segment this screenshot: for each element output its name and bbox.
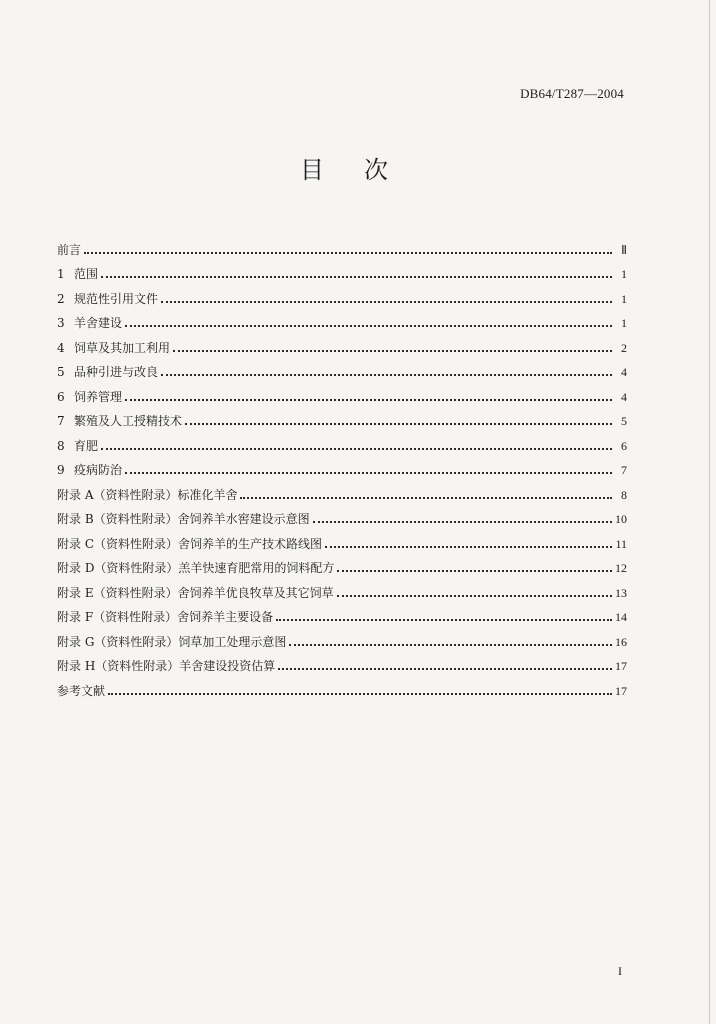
table-of-contents bbox=[57, 232, 627, 698]
toc-entry-number: 7 bbox=[57, 414, 65, 428]
toc-entry-page: 13 bbox=[615, 585, 627, 600]
toc-entry-text: 规范性引用文件 bbox=[74, 291, 159, 306]
toc-title-char-1: 目 bbox=[300, 156, 324, 184]
toc-entry bbox=[57, 232, 627, 257]
toc-entry-text: 附录 C（资料性附录）舍饲养羊的生产技术路线图 bbox=[57, 536, 322, 551]
toc-entry bbox=[57, 330, 627, 355]
toc-entry-text: 疫病防治 bbox=[74, 463, 123, 477]
toc-entry-label bbox=[57, 512, 310, 526]
toc-entry-page: 16 bbox=[615, 634, 627, 649]
page-number: I bbox=[618, 964, 622, 978]
toc-leader-dots bbox=[101, 275, 612, 278]
toc-entry-text: 附录 D（资料性附录）羔羊快速育肥常用的饲料配方 bbox=[57, 561, 335, 575]
toc-leader-dots bbox=[289, 643, 612, 646]
toc-entry bbox=[57, 502, 627, 527]
toc-entry-number: 3 bbox=[57, 316, 65, 330]
toc-entry-page: 17 bbox=[615, 659, 627, 673]
toc-entry-label bbox=[57, 561, 334, 575]
toc-leader-dots bbox=[161, 373, 612, 376]
toc-entry-label bbox=[57, 610, 273, 624]
toc-entry-label bbox=[57, 684, 105, 698]
toc-leader-dots bbox=[313, 520, 612, 523]
toc-entry-label bbox=[57, 341, 170, 355]
toc-entry-page: 1 bbox=[621, 267, 627, 281]
toc-entry-page: 7 bbox=[621, 463, 627, 477]
toc-entry-label bbox=[57, 488, 237, 502]
toc-entry bbox=[57, 404, 627, 429]
toc-entry bbox=[57, 600, 627, 625]
toc-entry-label bbox=[57, 659, 275, 673]
toc-entry-text: 附录 A（资料性附录）标准化羊舍 bbox=[57, 487, 238, 502]
toc-entry-label bbox=[57, 267, 98, 281]
toc-entry-label bbox=[57, 635, 286, 649]
toc-entry-label bbox=[57, 537, 322, 551]
page-edge-line bbox=[709, 0, 710, 1024]
toc-entry-text: 范围 bbox=[74, 267, 99, 281]
toc-entry-page: 11 bbox=[615, 536, 627, 551]
toc-entry-page: 4 bbox=[621, 365, 627, 379]
toc-entry-label bbox=[57, 586, 334, 600]
toc-entry-page: 1 bbox=[621, 316, 627, 330]
toc-entry bbox=[57, 673, 627, 698]
toc-entry-label bbox=[57, 463, 122, 477]
toc-entry-page: 1 bbox=[621, 291, 627, 306]
toc-entry bbox=[57, 281, 627, 306]
toc-entry bbox=[57, 453, 627, 478]
toc-entry bbox=[57, 428, 627, 453]
toc-entry bbox=[57, 355, 627, 380]
toc-entry-text: 饲草及其加工利用 bbox=[74, 340, 171, 355]
toc-entry bbox=[57, 526, 627, 551]
toc-leader-dots bbox=[337, 569, 612, 572]
toc-entry-page: 10 bbox=[615, 512, 627, 526]
toc-entry-number: 8 bbox=[57, 438, 65, 453]
toc-entry-text: 参考文献 bbox=[57, 683, 106, 698]
toc-entry-label bbox=[57, 243, 81, 257]
toc-entry-label bbox=[57, 390, 122, 404]
toc-entry-text: 繁殖及人工授精技术 bbox=[74, 414, 183, 428]
toc-entry-number: 5 bbox=[57, 365, 65, 379]
toc-entry-number: 9 bbox=[57, 463, 65, 477]
toc-entry-page: 8 bbox=[621, 487, 627, 502]
toc-entry-label bbox=[57, 439, 98, 453]
toc-entry-text: 品种引进与改良 bbox=[74, 365, 159, 379]
toc-leader-dots bbox=[161, 300, 612, 303]
toc-leader-dots bbox=[173, 349, 612, 352]
toc-title-char-2: 次 bbox=[364, 156, 388, 184]
toc-entry-text: 前言 bbox=[57, 242, 82, 257]
toc-title bbox=[300, 150, 388, 185]
toc-entry-text: 育肥 bbox=[74, 438, 99, 453]
toc-entry-label bbox=[57, 292, 158, 306]
toc-leader-dots bbox=[125, 471, 612, 474]
toc-entry-number: 6 bbox=[57, 389, 65, 404]
toc-entry bbox=[57, 575, 627, 600]
toc-entry-label bbox=[57, 365, 158, 379]
toc-entry-text: 羊舍建设 bbox=[74, 316, 123, 330]
toc-entry bbox=[57, 649, 627, 674]
toc-entry-text: 附录 E（资料性附录）舍饲养羊优良牧草及其它饲草 bbox=[57, 585, 334, 600]
toc-leader-dots bbox=[240, 496, 612, 499]
toc-entry-number: 1 bbox=[57, 267, 65, 281]
toc-entry-page: 5 bbox=[621, 414, 627, 428]
toc-entry-text: 附录 B（资料性附录）舍饲养羊水窖建设示意图 bbox=[57, 512, 310, 526]
toc-entry-page: 2 bbox=[621, 340, 627, 355]
toc-entry bbox=[57, 306, 627, 331]
toc-leader-dots bbox=[278, 667, 612, 670]
toc-entry-number: 4 bbox=[57, 340, 65, 355]
toc-entry-page: 4 bbox=[621, 389, 627, 404]
toc-entry-number: 2 bbox=[57, 291, 65, 306]
toc-leader-dots bbox=[84, 251, 612, 254]
toc-entry bbox=[57, 379, 627, 404]
toc-leader-dots bbox=[125, 324, 612, 327]
toc-entry-page: 17 bbox=[615, 683, 627, 698]
toc-entry-text: 饲养管理 bbox=[74, 389, 123, 404]
toc-entry-page: Ⅱ bbox=[621, 242, 627, 257]
toc-leader-dots bbox=[276, 618, 612, 621]
toc-entry-page: 12 bbox=[615, 561, 627, 575]
toc-entry-text: 附录 H（资料性附录）羊舍建设投资估算 bbox=[57, 659, 276, 673]
toc-entry bbox=[57, 624, 627, 649]
toc-entry bbox=[57, 551, 627, 576]
toc-leader-dots bbox=[325, 545, 612, 548]
toc-leader-dots bbox=[101, 447, 612, 450]
toc-leader-dots bbox=[337, 594, 612, 597]
toc-entry-page: 14 bbox=[615, 610, 627, 624]
toc-entry bbox=[57, 477, 627, 502]
toc-leader-dots bbox=[108, 692, 612, 695]
toc-entry-text: 附录 G（资料性附录）饲草加工处理示意图 bbox=[57, 634, 287, 649]
toc-leader-dots bbox=[125, 398, 612, 401]
toc-entry-text: 附录 F（资料性附录）舍饲养羊主要设备 bbox=[57, 610, 274, 624]
toc-entry-page: 6 bbox=[621, 438, 627, 453]
toc-entry bbox=[57, 257, 627, 282]
toc-leader-dots bbox=[185, 422, 612, 425]
document-code: DB64/T287—2004 bbox=[520, 86, 624, 101]
toc-entry-label bbox=[57, 316, 122, 330]
toc-entry-label bbox=[57, 414, 182, 428]
